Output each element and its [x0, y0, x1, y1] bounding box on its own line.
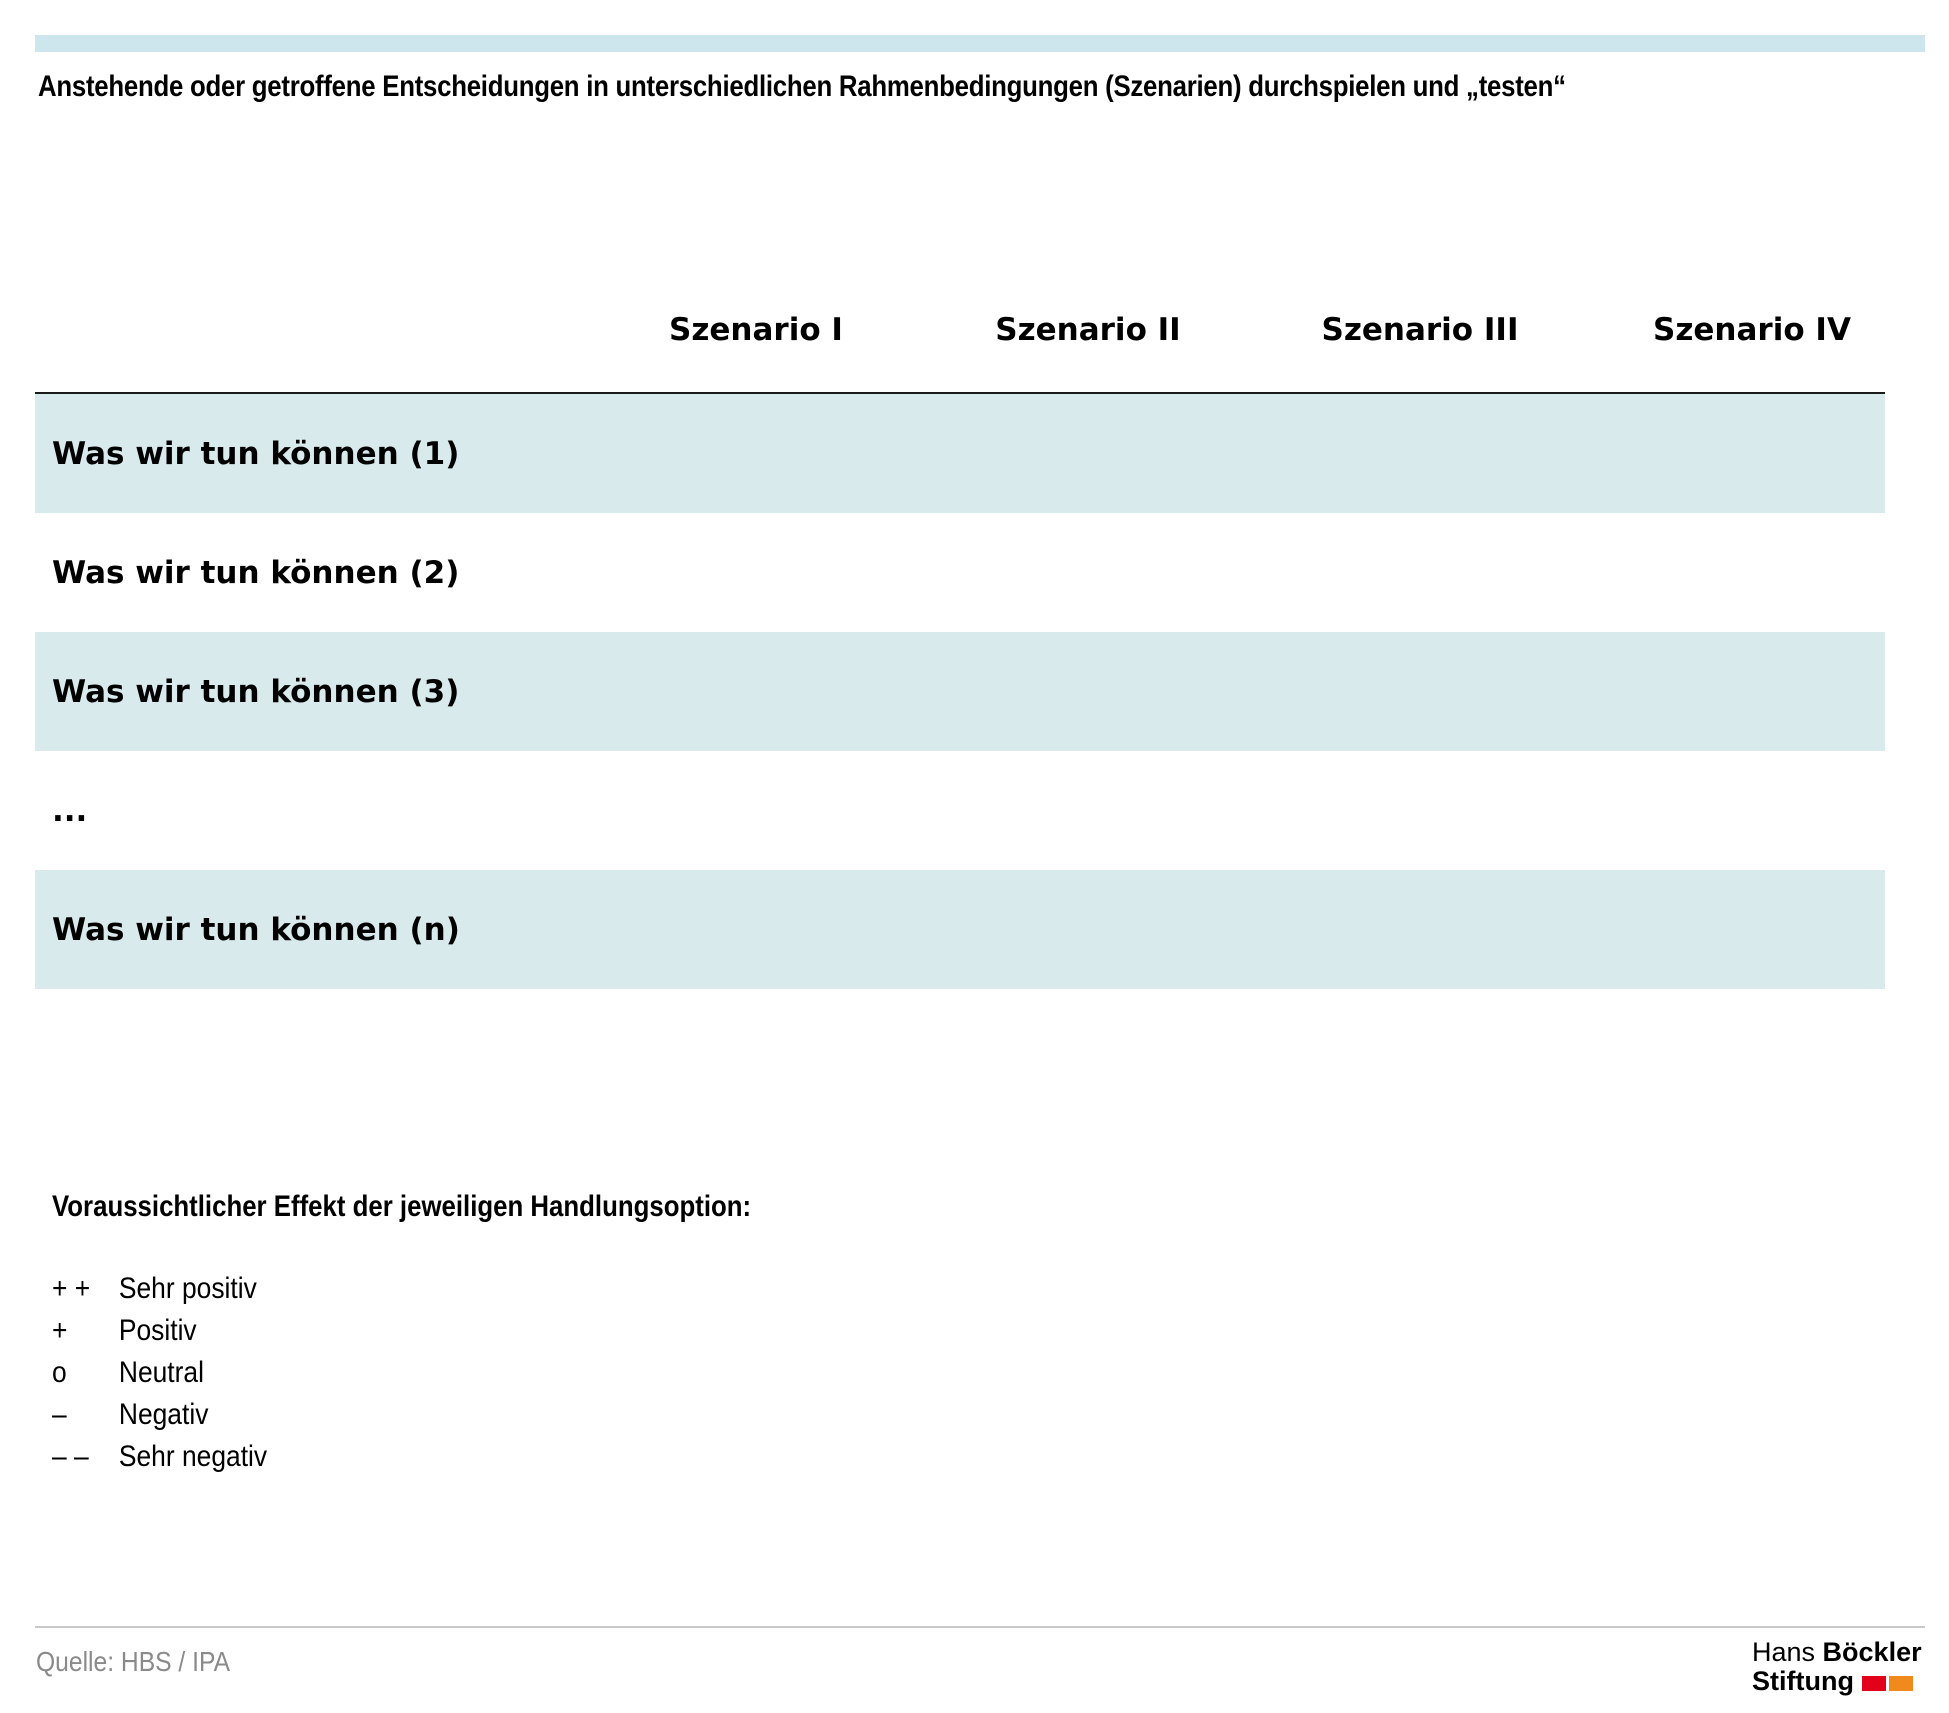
- logo-red-bar: [1862, 1676, 1886, 1691]
- page-title: Anstehende oder getroffene Entscheidungen in unterschiedlichen Rahmenbedingungen (Szenarien) durchspielen und „testen“: [38, 70, 1566, 103]
- logo-text-hans: Hans: [1752, 1637, 1816, 1667]
- top-accent-band: [35, 35, 1925, 52]
- table-header-row: [35, 280, 1885, 394]
- logo-bars-icon: [1862, 1676, 1913, 1691]
- legend-label: Neutral: [118, 1356, 204, 1389]
- table-row: Was wir tun können (2): [52, 554, 460, 591]
- table-row: Was wir tun können (3): [35, 632, 1885, 751]
- legend-symbol: o: [52, 1356, 67, 1389]
- logo-line-1: [1752, 1638, 1927, 1667]
- table-row: Was wir tun können (n): [35, 870, 1885, 989]
- column-header-szenario-4: Szenario IV: [1653, 312, 1851, 348]
- legend-symbol: +: [52, 1314, 68, 1347]
- legend-item: [52, 1352, 267, 1394]
- column-header-szenario-1: Szenario I: [669, 312, 843, 348]
- legend-item: [52, 1310, 267, 1352]
- legend-symbol: –: [52, 1398, 67, 1431]
- legend-item: [52, 1268, 267, 1310]
- column-header-szenario-2: Szenario II: [995, 312, 1181, 348]
- legend-symbol: – –: [52, 1440, 89, 1473]
- logo-text-stiftung: Stiftung: [1752, 1666, 1854, 1696]
- logo-orange-bar: [1889, 1676, 1913, 1691]
- source-note: Quelle: HBS / IPA: [36, 1646, 231, 1677]
- legend-label: Positiv: [118, 1314, 197, 1347]
- legend-item: [52, 1394, 267, 1436]
- logo-text-boeckler: Böckler: [1822, 1637, 1922, 1667]
- table-row-ellipsis: ...: [52, 792, 88, 829]
- scenario-table: [35, 280, 1885, 989]
- legend-symbol: + +: [52, 1272, 91, 1305]
- hans-boeckler-stiftung-logo: [1752, 1638, 1927, 1698]
- legend-label: Sehr positiv: [118, 1272, 257, 1305]
- logo-line-2: [1752, 1667, 1927, 1696]
- legend-title: Voraussichtlicher Effekt der jeweiligen Handlungsoption:: [52, 1190, 752, 1223]
- table-row: Was wir tun können (1): [35, 394, 1885, 513]
- footer-divider: [35, 1626, 1925, 1628]
- legend-list: [52, 1268, 267, 1478]
- legend-label: Negativ: [118, 1398, 209, 1431]
- column-header-szenario-3: Szenario III: [1321, 312, 1519, 348]
- legend-label: Sehr negativ: [118, 1440, 268, 1473]
- legend-item: [52, 1436, 267, 1478]
